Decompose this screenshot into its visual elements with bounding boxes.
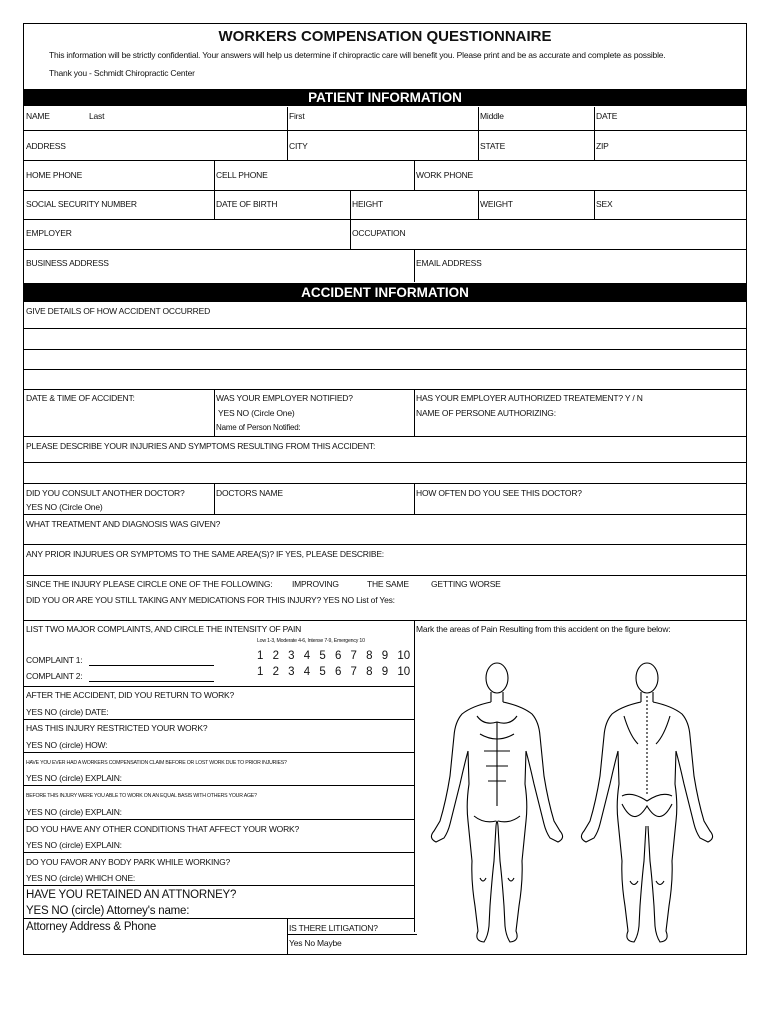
occupation-label: OCCUPATION — [352, 228, 406, 238]
name-label: NAME — [26, 111, 50, 121]
email-label: EMAIL ADDRESS — [416, 258, 482, 268]
equal-basis-options: YES NO (circle) EXPLAIN: — [26, 807, 122, 817]
complaint-2-label: COMPLAINT 2: — [26, 671, 83, 681]
city-label: CITY — [289, 141, 308, 151]
favor-body-part-label: DO YOU FAVOR ANY BODY PARK WHILE WORKING? — [26, 857, 231, 867]
thanks-text: Thank you - Schmidt Chiropractic Center — [49, 68, 195, 78]
attorney-address-label: Attorney Address & Phone — [26, 921, 157, 933]
employer-label: EMPLOYER — [26, 228, 72, 238]
doctors-name-label: DOCTORS NAME — [216, 488, 283, 498]
restricted-work-options: YES NO (circle) HOW: — [26, 740, 108, 750]
how-often-label: HOW OFTEN DO YOU SEE THIS DOCTOR? — [416, 488, 582, 498]
prior-claim-label: HAVE YOU EVER HAD A WORKERS COMPENSATION CLAIM BEFORE OR LOST WORK DUE TO PRIOR INJURIES? — [26, 760, 287, 766]
return-work-options: YES NO (circle) DATE: — [26, 707, 109, 717]
date-label: DATE — [596, 111, 618, 121]
ssn-label: SOCIAL SECURITY NUMBER — [26, 199, 137, 209]
zip-label: ZIP — [596, 141, 609, 151]
patient-section-heading: PATIENT INFORMATION — [24, 89, 746, 106]
questionnaire-form — [23, 23, 747, 955]
form-title: WORKERS COMPENSATION QUESTIONNAIRE — [218, 28, 552, 45]
litigation-label: IS THERE LITIGATION? — [289, 923, 378, 933]
since-injury-label: SINCE THE INJURY PLEASE CIRCLE ONE OF THE FOLLOWING: — [26, 579, 273, 589]
height-label: HEIGHT — [352, 199, 383, 209]
return-work-label: AFTER THE ACCIDENT, DID YOU RETURN TO WORK? — [26, 690, 235, 700]
attorney-label: HAVE YOU RETAINED AN ATTNORNEY? — [26, 889, 237, 901]
getting-worse-option: GETTING WORSE — [431, 579, 501, 589]
the-same-option: THE SAME — [367, 579, 409, 589]
describe-injuries-label: PLEASE DESCRIBE YOUR INJURIES AND SYMPTOMS RESULTING FROM THIS ACCIDENT: — [26, 441, 376, 451]
address-label: ADDRESS — [26, 141, 66, 151]
mark-pain-areas-label: Mark the areas of Pain Resulting from this accident on the figure below: — [416, 624, 671, 634]
complaint-1-label: COMPLAINT 1: — [26, 655, 83, 665]
treatment-diagnosis-label: WHAT TREATMENT AND DIAGNOSIS WAS GIVEN? — [26, 519, 221, 529]
prior-claim-options: YES NO (circle) EXPLAIN: — [26, 773, 122, 783]
middle-name-label: Middle — [480, 111, 504, 121]
work-phone-label: WORK PHONE — [416, 170, 474, 180]
last-name-label: Last — [89, 111, 105, 121]
complaint-1-intensity-scale: 1 2 3 4 5 6 7 8 9 10 — [257, 650, 411, 662]
restricted-work-label: HAS THIS INJURY RESTRICTED YOUR WORK? — [26, 723, 208, 733]
state-label: STATE — [480, 141, 506, 151]
business-address-label: BUSINESS ADDRESS — [26, 258, 109, 268]
intro-text: This information will be strictly confidential. Your answers will help us determine if chiropractic care will benefit you. Please print and be as accurate and complete as possible. — [49, 50, 666, 60]
equal-basis-label: BEFORE THIS INJURY WERE YOU ABLE TO WORK ON AN EQUAL BASIS WITH OTHERS YOUR AGE? — [26, 793, 257, 799]
employer-notified-label: WAS YOUR EMPLOYER NOTIFIED? — [216, 393, 353, 403]
authorizing-person-label: NAME OF PERSONE AUTHORIZING: — [416, 408, 556, 418]
sex-label: SEX — [596, 199, 613, 209]
accident-details-label: GIVE DETAILS OF HOW ACCIDENT OCCURRED — [26, 306, 211, 316]
consult-doctor-options: YES NO (Circle One) — [26, 502, 103, 512]
weight-label: WEIGHT — [480, 199, 513, 209]
body-back-figure[interactable] — [572, 656, 722, 951]
cell-phone-label: CELL PHONE — [216, 170, 268, 180]
dob-label: DATE OF BIRTH — [216, 199, 278, 209]
medications-label: DID YOU OR ARE YOU STILL TAKING ANY MEDICATIONS FOR THIS INJURY? YES NO List of Yes: — [26, 595, 395, 605]
favor-body-part-options: YES NO (circle) WHICH ONE: — [26, 873, 136, 883]
accident-section-heading: ACCIDENT INFORMATION — [24, 283, 746, 302]
other-conditions-label: DO YOU HAVE ANY OTHER CONDITIONS THAT AFFECT YOUR WORK? — [26, 824, 300, 834]
body-front-figure[interactable] — [422, 656, 572, 951]
attorney-options: YES NO (circle) Attorney's name: — [26, 905, 190, 917]
date-time-accident-label: DATE & TIME OF ACCIDENT: — [26, 393, 135, 403]
first-name-label: First — [289, 111, 305, 121]
person-notified-label: Name of Person Notified: — [216, 423, 301, 432]
other-conditions-options: YES NO (circle) EXPLAIN: — [26, 840, 122, 850]
pain-scale-legend: Low 1-3, Moderate 4-6, Intense 7-9, Emergency 10 — [257, 638, 365, 644]
improving-option: IMPROVING — [292, 579, 339, 589]
treatment-authorized-label: HAS YOUR EMPLOYER AUTHORIZED TREATEMENT? Y / N — [416, 393, 643, 403]
major-complaints-label: LIST TWO MAJOR COMPLAINTS, AND CIRCLE THE INTENSITY OF PAIN — [26, 624, 302, 634]
employer-notified-options: YES NO (Circle One) — [218, 408, 295, 418]
prior-injuries-label: ANY PRIOR INJURUES OR SYMPTOMS TO THE SAME AREA(S)? IF YES, PLEASE DESCRIBE: — [26, 549, 384, 559]
litigation-options: Yes No Maybe — [289, 938, 342, 948]
consult-doctor-label: DID YOU CONSULT ANOTHER DOCTOR? — [26, 488, 185, 498]
home-phone-label: HOME PHONE — [26, 170, 83, 180]
complaint-2-intensity-scale: 1 2 3 4 5 6 7 8 9 10 — [257, 666, 411, 678]
